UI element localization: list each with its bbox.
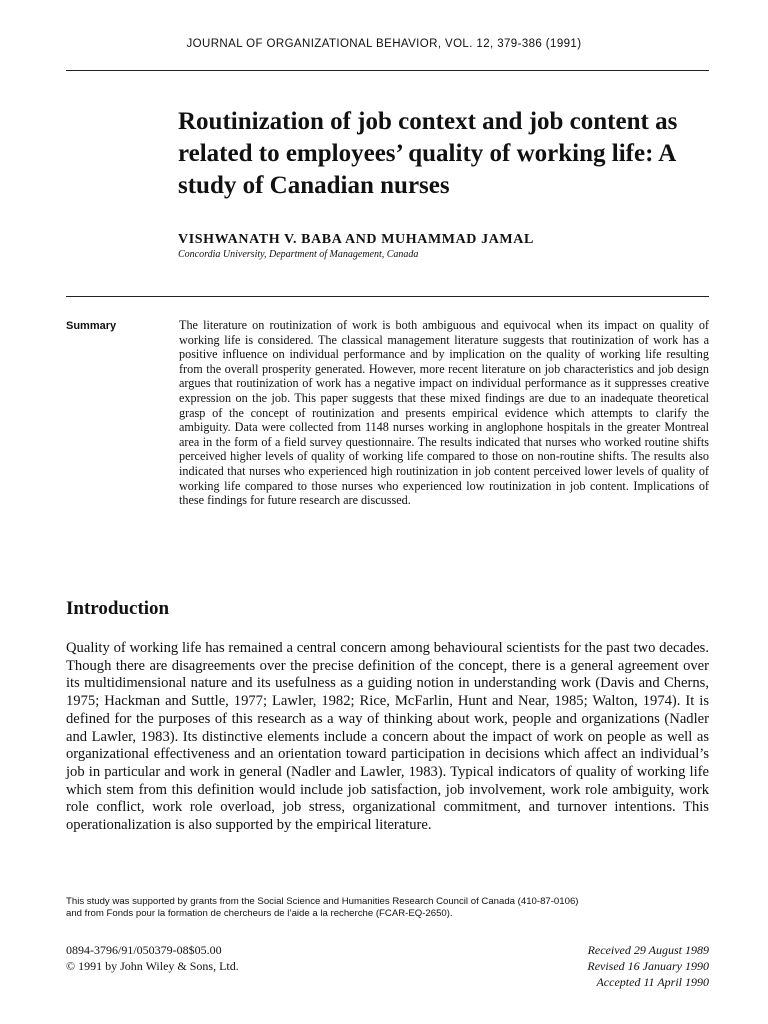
authors: VISHWANATH V. BABA AND MUHAMMAD JAMAL [178, 232, 534, 247]
footnote-line-2: and from Fonds pour la formation de chercheurs de l’aide a la recherche (FCAR-EQ-2650). [66, 908, 453, 919]
introduction-paragraph: Quality of working life has remained a central concern among behavioural scientists for the past two decades. Though there are disagreements over the precise definition of the concept, there is a general agreement over its multidimensional nature and its usefulness as a guiding notion in understanding work (Davis and Cherns, 1975; Hackman and Suttle, 1977; Lawler, 1982; Rice, McFarlin, Hunt and Near, 1985; Walton, 1974). It is defined for the purposes of this research as a way of thinking about work, people and organizations (Nadler and Lawler, 1983). Its distinctive elements include a concern about the impact of work on people as well as organizational effectiveness and an orientation toward participation in decisions which affect an individual’s job in particular and work in general (Nadler and Lawler, 1983). Typical indicators of quality of working life which stem from this definition would include job satisfaction, job involvement, work role ambiguity, work role conflict, work role overload, job stress, organizational commitment, and turnover intentions. This operationalization is also supported by the empirical literature. [66, 640, 709, 834]
summary-label: Summary [66, 320, 117, 332]
publication-info [66, 942, 239, 974]
article-dates [587, 942, 709, 990]
introduction-heading: Introduction [66, 598, 170, 619]
date-accepted: Accepted 11 April 1990 [596, 975, 709, 989]
article-title: Routinization of job context and job content as related to employees’ quality of working life: A study of Canadian nurses [178, 108, 678, 199]
affiliation: Concordia University, Department of Management, Canada [178, 249, 419, 260]
top-rule [66, 70, 709, 71]
summary-text: The literature on routinization of work is both ambiguous and equivocal when its impact on quality of working life is considered. The classical management literature suggests that routinization of work has a positive influence on individual performance and by implication on the quality of working life resulting from the overall prosperity generated. However, more recent literature on job characteristics and job design argues that routinization of work has a negative impact on individual performance as it suppresses creative expression on the job. This paper suggests that these mixed findings are due to an inadequate theoretical grasp of the concept of routinization and presents empirical evidence which attempts to clarify the ambiguity. Data were collected from 1148 nurses working in anglophone hospitals in the greater Montreal area in the form of a field survey questionnaire. The results indicated that nurses who worked routine shifts perceived higher levels of quality of working life compared to those on non-routine shifts. The results also indicated that nurses who experienced high routinization in job content perceived lower levels of quality of working life compared to those nurses who experienced low routinization in job content. Implications of these findings for future research are discussed. [179, 318, 709, 508]
date-received: Received 29 August 1989 [587, 943, 709, 957]
journal-header: JOURNAL OF ORGANIZATIONAL BEHAVIOR, VOL. 12, 379-386 (1991) [186, 38, 582, 50]
publication-code: 0894-3796/91/050379-08$05.00 [66, 943, 222, 957]
copyright: © 1991 by John Wiley & Sons, Ltd. [66, 959, 239, 973]
date-revised: Revised 16 January 1990 [587, 959, 709, 973]
funding-footnote [66, 896, 716, 920]
footnote-line-1: This study was supported by grants from the Social Science and Humanities Research Council of Canada (410-87-0106) [66, 896, 579, 907]
summary-rule [66, 296, 709, 297]
